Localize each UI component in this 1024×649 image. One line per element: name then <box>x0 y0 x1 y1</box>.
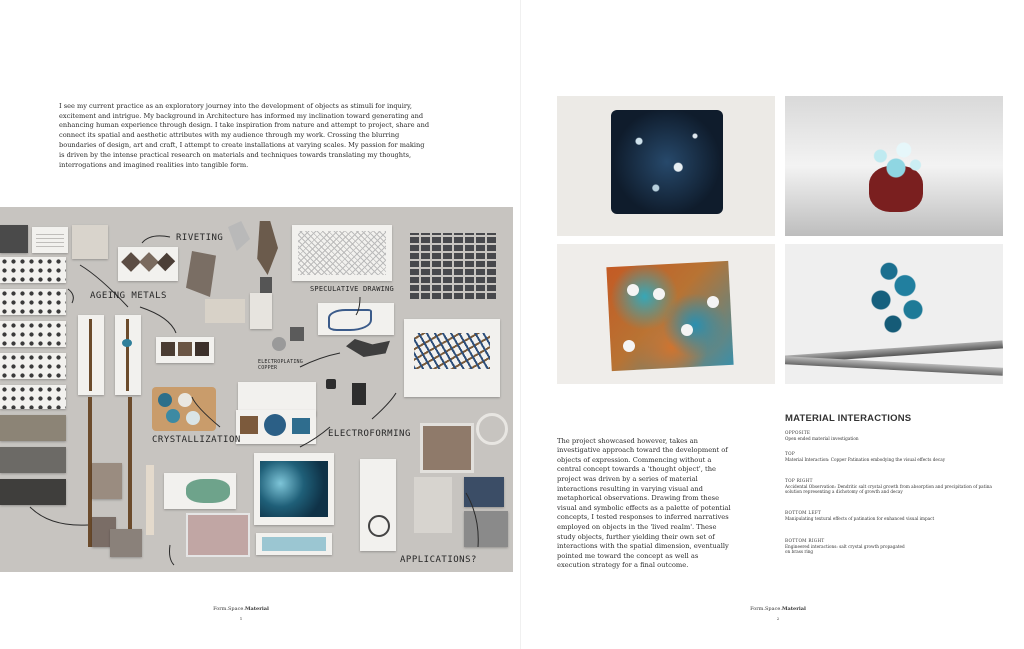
label-riveting: RIVETING <box>176 233 224 243</box>
label-speculative-drawing: SPECULATIVE DRAWING <box>310 285 394 293</box>
caption-text: Engineered interactions: salt crystal growth propagated on brass ring <box>785 543 905 555</box>
intro-paragraph: I see my current practice as an exploratory journey into the development of objects as stimuli for inquiry, excitement and intrigue. My background in Architecture has informed my inclination toward generating and enhancing human experience through design. I take inspiration from nature and attempt to project, share and connect its spatial and aesthetic attributes with my audience through my work. Crossing the blurring boundaries of design, art and craft, I attempt to create installations at varying scales. My passion for making is driven by the intense practical research on materials and techniques towards translating my thoughts, interrogations and imagined realities into tangible form. <box>59 101 430 170</box>
caption-text: Material Interaction: Copper Patination embodying the visual effects decay <box>785 456 946 462</box>
caption-bottom-right <box>785 538 905 555</box>
photo-top-right-crystal <box>785 96 1003 236</box>
annotation-arrows <box>0 207 513 572</box>
caption-title: TOP <box>785 451 795 456</box>
folio-prefix: Form.Space. <box>213 606 245 612</box>
folio-prefix: Form.Space. <box>750 606 782 612</box>
label-ageing-metals: AGEING METALS <box>90 291 167 301</box>
photo-opposite-tile <box>557 96 775 236</box>
material-interactions-heading: MATERIAL INTERACTIONS <box>785 413 912 424</box>
folio-section: Material <box>244 606 269 612</box>
label-crystallization: CRYSTALLIZATION <box>152 435 241 445</box>
caption-top-right <box>785 478 995 495</box>
page-number: 2 <box>776 616 780 621</box>
caption-bottom-left <box>785 510 995 521</box>
folio-right <box>718 606 838 621</box>
label-electroforming: ELECTROFORMING <box>328 429 411 439</box>
caption-title: BOTTOM LEFT <box>785 510 822 515</box>
moodboard-photo <box>0 207 513 572</box>
page-gutter <box>520 0 521 649</box>
page-number: 1 <box>239 616 243 621</box>
label-electroplating: ELECTROPLATING COPPER <box>258 359 303 371</box>
label-applications: APPLICATIONS? <box>400 555 477 565</box>
caption-text: Accidental Observation: Dendritic salt crystal growth from absorption and precipitation of patina solution representing a dichotomy of growth and decay <box>785 483 992 495</box>
caption-text: Manipulating textural effects of patination for enhanced visual impact <box>785 515 935 521</box>
photo-bottom-left-patina <box>557 244 775 384</box>
folio-section: Material <box>781 606 806 612</box>
caption-title: TOP RIGHT <box>785 478 813 483</box>
folio-left <box>181 606 301 621</box>
caption-opposite <box>785 430 995 441</box>
caption-title: BOTTOM RIGHT <box>785 538 825 543</box>
project-description: The project showcased however, takes an investigative approach toward the development of objects of expression. Commencing without a central concept towards a 'thought object', the project was driven by a series of material interactions resulting in varying visual and metaphorical observations. Drawing from these visual and symbolic effects as a palette of potential concepts, I tested responses to inferred narratives employed on objects in the 'lived realm'. These study objects, further yielding their own set of interactions with the spatial dimension, eventually pointed me toward the concept as well as execution strategy for a final outcome. <box>557 436 731 570</box>
caption-top <box>785 451 995 462</box>
caption-title: OPPOSITE <box>785 430 811 435</box>
photo-bottom-right-ring <box>785 244 1003 384</box>
caption-text: Open ended material investigation <box>785 435 859 441</box>
